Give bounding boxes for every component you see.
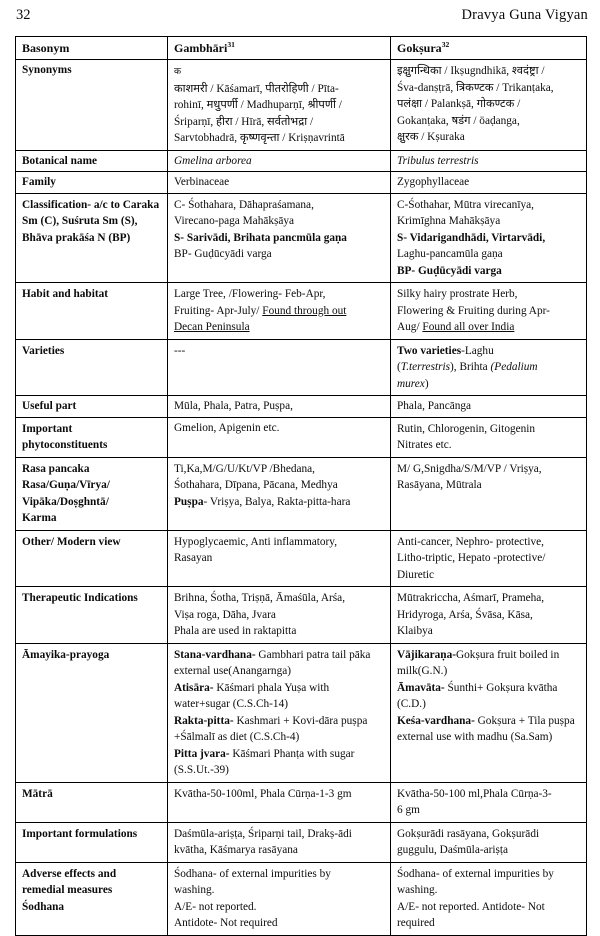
header-goksura-name: Gokṣura (397, 41, 442, 55)
text-line: Hridyroga, Arśa, Śvāsa, Kāsa, (397, 608, 533, 621)
text-line: washing. (174, 884, 215, 897)
table-row (16, 457, 587, 530)
inline-italic: murex (397, 377, 425, 390)
row-label-botanical-name: Botanical name (16, 150, 168, 171)
text-line: Adverse effects and (22, 867, 117, 880)
cell-habit-goksura (391, 283, 587, 340)
text-line: Antidote- Not required (174, 917, 278, 930)
text-line: Gokanṭaka, षडंग / öaḍanga, (397, 114, 520, 127)
text-line: Large Tree, /Flowering- Feb-Apr, (174, 288, 326, 301)
row-label-synonyms: Synonyms (16, 60, 168, 151)
text-line: Fruiting- Apr-July/ Found through out (174, 304, 347, 317)
inline-italic: T.terrestris (400, 361, 451, 374)
text-line: (T.terrestris), Brihta (Pedalium (397, 361, 538, 374)
header-cell-basonym: Basonym (16, 37, 168, 60)
cell-matra-gambhari: Kvātha-50-100ml, Phala Cūrṇa-1-3 gm (168, 782, 391, 822)
prescription-entry (174, 746, 385, 779)
cell-varieties-gambhari: --- (168, 339, 391, 396)
table-row (16, 822, 587, 862)
cell-useful-part-goksura: Phala, Pancānga (391, 396, 587, 417)
prescription-head: Atisāra- (174, 681, 214, 694)
text-line: Nitrates etc. (397, 439, 452, 452)
inline-italic: (Pedalium (490, 361, 538, 374)
text-line: guggulu, Daśmūla-ariṣṭa (397, 844, 509, 857)
text-line: washing. (397, 884, 438, 897)
cell-modern-goksura (391, 530, 587, 587)
prescription-text: Gokṣura + Tila puṣpa external use with madhu (Sa.Sam) (397, 714, 575, 744)
table-row (16, 417, 587, 457)
table-row (16, 150, 587, 171)
row-label-matra: Mātrā (16, 782, 168, 822)
prescription-text: Kāśmari Phanṭa with sugar (S.S.Ut.-39) (174, 747, 355, 777)
text-line: C- Śothahara, Dāhapraśamana, (174, 198, 314, 211)
row-label-phytoconstituents (16, 417, 168, 457)
cell-classification-goksura (391, 193, 587, 283)
cell-botanical-name-goksura: Tribulus terrestris (391, 150, 587, 171)
text-line: Karma (22, 512, 57, 525)
text-line: murex) (397, 377, 429, 390)
cell-amayika-gambhari (168, 643, 391, 782)
prescription-entry (397, 680, 581, 713)
cell-synonyms-goksura (391, 60, 587, 151)
row-label-modern-view: Other/ Modern view (16, 530, 168, 587)
prescription-head: Pitta jvara- (174, 747, 230, 760)
table-header-row (16, 37, 587, 60)
text-line: काशमरी / Kāśamarī, पीतरोहिणी / Pīta- (174, 82, 339, 95)
text-line: Litho-triptic, Hepato -protective/ (397, 552, 546, 565)
text-line: phytoconstituents (22, 439, 108, 452)
header-cell-goksura (391, 37, 587, 60)
text-line: C-Śothahar, Mūtra virecanīya, (397, 198, 534, 211)
row-label-amayika-prayoga: Āmayika-prayoga (16, 643, 168, 782)
running-head (0, 6, 600, 28)
cell-modern-gambhari (168, 530, 391, 587)
text-line: Hypoglycaemic, Anti inflammatory, (174, 535, 338, 548)
text-line: Important (22, 422, 73, 435)
row-label-therapeutic-indications: Therapeutic Indications (16, 587, 168, 644)
cell-formulations-gambhari (168, 822, 391, 862)
prescription-text: Gambhari patra tail pāka external use(Anangarnga) (174, 648, 371, 678)
underlined-text: Found through out (262, 304, 347, 317)
text-line: Krimīghna Mahākṣāya (397, 215, 501, 228)
row-label-important-formulations: Important formulations (16, 822, 168, 862)
book-running-title: Dravya Guna Vigyan (461, 7, 588, 23)
prescription-head: Vājikaraṇa- (397, 648, 456, 661)
prescription-text: Gokṣura fruit boiled in milk(G.N.) (397, 648, 560, 678)
prescription-entry (397, 647, 581, 680)
text-line: Vipāka/Doṣghntā/ (22, 495, 109, 508)
text-line: Śva-danṣṭrā, त्रिकण्टक / Trikanṭaka, (397, 81, 554, 94)
text-line: Two varieties-Laghu (397, 344, 494, 357)
text-line: rohinī, मधुपर्णी / Madhuparṇī, श्रीपर्णी / (174, 99, 342, 112)
prescription-entry (174, 680, 385, 713)
text-line: Rasayan (174, 552, 213, 565)
header-gambhari-name: Gambhāri (174, 41, 228, 55)
row-label-useful-part: Useful part (16, 396, 168, 417)
text-line: A/E- not reported. (174, 900, 257, 913)
prescription-head: Āmavāta- (397, 681, 445, 694)
text-line: Phala are used in raktapitta (174, 625, 297, 638)
text-line: A/E- not reported. Antidote- Not (397, 900, 545, 913)
text-line: 6 gm (397, 804, 420, 817)
text-line: Sarvtobhadrā, कृष्णवृन्ता / Kriṣṇavrintā (174, 132, 345, 145)
text-line: remedial measures (22, 884, 113, 897)
prescription-entry (174, 647, 385, 680)
row-label-adverse-effects (16, 862, 168, 935)
text-line: BP- Guḍūcyādi varga (174, 248, 272, 261)
text-line: Daśmūla-ariṣṭa, Śriparṇi tail, Drakṣ-ādi (174, 827, 352, 840)
text-line: Brihna, Śotha, Triṣṇā, Āmaśūla, Arśa, (174, 592, 346, 605)
text-line: Rasa/Guṇa/Vīrya/ (22, 479, 110, 492)
text-line: Śodhana- of external impurities by (174, 867, 331, 880)
table-row (16, 643, 587, 782)
cell-phyto-goksura (391, 417, 587, 457)
cell-family-gambhari: Verbinaceae (168, 172, 391, 193)
text-line: S- Vidarigandhādi, Virtarvādi, (397, 231, 546, 244)
text-line: Viṣa roga, Dāha, Jvara (174, 608, 276, 621)
cell-useful-part-gambhari: Mūla, Phala, Patra, Puṣpa, (168, 396, 391, 417)
cell-family-goksura: Zygophyllaceae (391, 172, 587, 193)
page-folio-number: 32 (16, 7, 31, 23)
text-line: Śothahara, Dīpana, Pācana, Medhya (174, 479, 338, 492)
table-row (16, 172, 587, 193)
text-line: Rasāyana, Mūtrala (397, 479, 482, 492)
text-line: पलंक्षा / Palankṣā, गोकण्टक / (397, 98, 521, 111)
text-line: kvātha, Kāśmarya rasāyana (174, 844, 298, 857)
underlined-text: Found all over India (422, 321, 515, 334)
text-line: क (174, 66, 182, 78)
text-line: Flowering & Fruiting during Apr- (397, 304, 550, 317)
row-label-habit-habitat: Habit and habitat (16, 283, 168, 340)
table-row (16, 530, 587, 587)
row-label-rasa-pancaka (16, 457, 168, 530)
table-row (16, 283, 587, 340)
cell-matra-goksura (391, 782, 587, 822)
cell-therapeutic-gambhari (168, 587, 391, 644)
prescription-text: Kashmari + Kovi-dāra puṣpa +Śālmalī as diet (C.S.Ch-4) (174, 714, 368, 744)
prescription-head: Stana-vardhana- (174, 648, 256, 661)
text-line: S- Sarivādi, Brihata pancmūla gaṇa (174, 231, 347, 244)
text-line: Klaibya (397, 625, 433, 638)
text-line: Rutin, Chlorogenin, Gitogenin (397, 422, 536, 435)
cell-adverse-gambhari (168, 862, 391, 935)
inline-bold: Puṣpa (174, 495, 204, 508)
table-row (16, 193, 587, 283)
text-line: Śriparṇī, हीरा / Hīrā, सर्वतोभद्रा / (174, 115, 314, 128)
prescription-head: Keśa-vardhana- (397, 714, 475, 727)
prescription-text: Śunthi+ Gokṣura kvātha (C.D.) (397, 681, 558, 711)
table-row (16, 396, 587, 417)
inline-bold: Two varieties (397, 344, 462, 357)
cell-habit-gambhari (168, 283, 391, 340)
table-row (16, 587, 587, 644)
cell-classification-gambhari (168, 193, 391, 283)
text-line: Rasa pancaka (22, 462, 90, 475)
cell-botanical-name-gambhari: Gmelina arborea (168, 150, 391, 171)
row-label-classification: Classification- a/c to Caraka Sm (C), Suśruta Sm (S), Bhāva prakāśa N (BP) (16, 193, 168, 283)
text-line: Ti,Ka,M/G/U/Kt/VP /Bhedana, (174, 462, 316, 475)
text-line: Aug/ Found all over India (397, 321, 515, 334)
text-line: Decan Peninsula (174, 321, 250, 334)
text-line: Virecano-paga Mahākṣāya (174, 215, 295, 228)
header-goksura-footnote: 32 (441, 40, 450, 49)
text-line: Laghu-pancamūla gaṇa (397, 248, 503, 261)
cell-therapeutic-goksura (391, 587, 587, 644)
prescription-text: Kāśmari phala Yuṣa with water+sugar (C.S.Ch-14) (174, 681, 330, 711)
row-label-varieties: Varieties (16, 339, 168, 396)
comparison-table (15, 36, 587, 936)
text-line: required (397, 917, 435, 930)
text-line: Kvātha-50-100 ml,Phala Cūrṇa-3- (397, 787, 552, 800)
cell-phyto-gambhari: Gmelion, Apigenin etc. (168, 417, 391, 457)
prescription-head: Rakta-pitta- (174, 714, 234, 727)
cell-rasa-gambhari (168, 457, 391, 530)
text-line: BP- Guḍūcyādi varga (397, 264, 502, 277)
prescription-entry (397, 713, 581, 746)
text-line: Gokṣurādi rasāyana, Gokṣurādi (397, 827, 540, 840)
text-line: Anti-cancer, Nephro- protective, (397, 535, 544, 548)
text-line: Puṣpa- Vriṣya, Balya, Rakta-pitta-hara (174, 495, 351, 508)
cell-rasa-goksura (391, 457, 587, 530)
cell-adverse-goksura (391, 862, 587, 935)
text-line: M/ G,Snigdha/S/M/VP / Vriṣya, (397, 462, 542, 475)
cell-amayika-goksura (391, 643, 587, 782)
table-row (16, 339, 587, 396)
text-line: Śodhana (22, 900, 65, 913)
row-label-family: Family (16, 172, 168, 193)
text-line: Diuretic (397, 568, 435, 581)
text-line: इक्षुगन्धिका / Ikṣugndhikā, श्वदंष्ट्रा / (397, 65, 545, 78)
cell-formulations-goksura (391, 822, 587, 862)
table-row (16, 60, 587, 151)
text-line: क्षुरक / Kṣuraka (397, 131, 465, 144)
table-row (16, 782, 587, 822)
text-line: Mūtrakriccha, Aśmarī, Prameha, (397, 592, 545, 605)
text-line: Silky hairy prostrate Herb, (397, 288, 518, 301)
cell-synonyms-gambhari (168, 60, 391, 151)
cell-varieties-goksura (391, 339, 587, 396)
table-row (16, 862, 587, 935)
text-line: Śodhana- of external impurities by (397, 867, 554, 880)
header-gambhari-footnote: 31 (227, 40, 235, 49)
prescription-entry (174, 713, 385, 746)
header-cell-gambhari (168, 37, 391, 60)
